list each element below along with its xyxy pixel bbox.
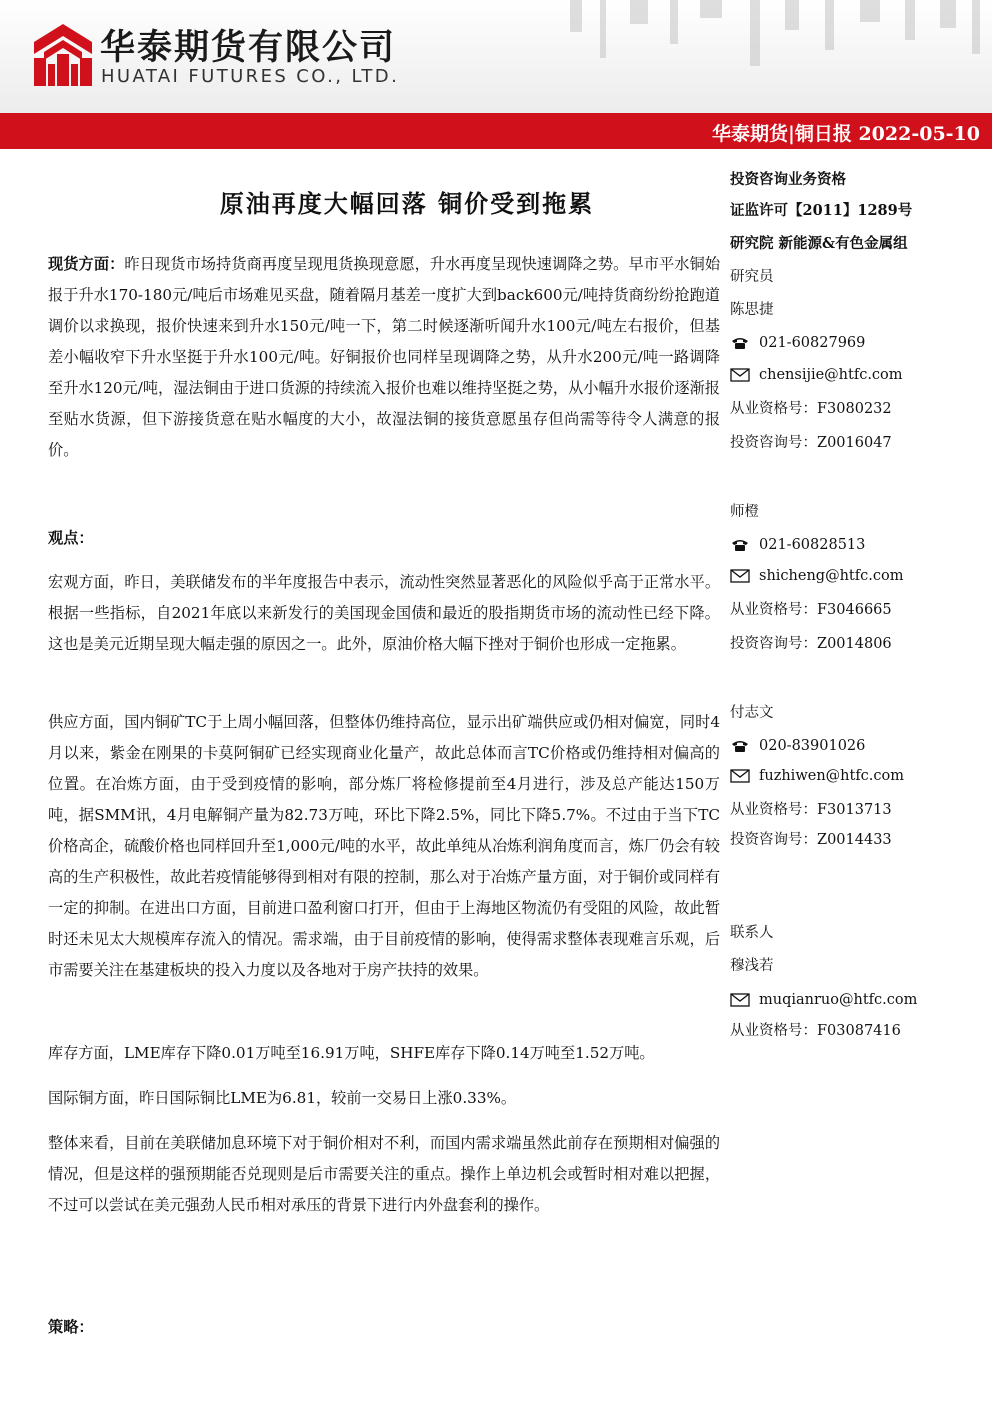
researcher-consult: 投资咨询号：Z0016047	[730, 435, 892, 451]
inventory-paragraph: 库存方面，LME库存下降0.01万吨至16.91万吨，SHFE库存下降0.14万吨至1.52万吨。	[48, 1044, 655, 1062]
spot-paragraph	[48, 249, 720, 466]
researcher-cert: 从业资格号：F3013713	[730, 802, 892, 818]
report-header	[0, 0, 992, 113]
qualification-title: 投资咨询业务资格	[730, 171, 846, 188]
email-icon	[730, 993, 750, 1007]
researcher-label: 研究员	[730, 269, 774, 285]
researcher-email[interactable]: chensijie@htfc.com	[730, 358, 903, 392]
view-label: 观点：	[48, 529, 94, 547]
email-icon	[730, 569, 750, 583]
supply-paragraph: 供应方面，国内铜矿TC于上周小幅回落，但整体仍维持高位，显示出矿端供应或仍相对偏宽，同时4月以来，紫金在刚果的卡莫阿铜矿已经实现商业化量产，故此总体而言TC价格或仍维持相对偏高的位置。在冶炼方面，由于受到疫情的影响，部分炼厂将检修提前至4月进行，涉及总产能达150万吨，据SMM讯，4月电解铜产量为82.73万吨，环比下降2.5%，同比下降5.7%。不过由于当下TC价格高企，硫酸价格也同样回升至1,000元/吨的水平，故此单纯从冶炼利润角度而言，炼厂仍会有较高的生产积极性，故此若疫情能够得到相对有限的控制，那么对于冶炼产量方面，对于铜价或同样有一定的抑制。在进出口方面，目前进口盈利窗口打开，但由于上海地区物流仍有受阻的风险，故此暂时还未见太大规模库存流入的情况。需求端，由于目前疫情的影响，使得需求整体表现难言乐观，后市需要关注在基建板块的投入力度以及各地对于房产扶持的效果。	[48, 713, 720, 979]
contact-cert: 从业资格号：F03087416	[730, 1023, 901, 1039]
email-icon	[730, 368, 750, 382]
skyline-decoration-icon	[560, 0, 992, 110]
company-name-en: HUATAI FUTURES CO., LTD.	[101, 66, 400, 87]
researcher-name: 陈思捷	[730, 302, 774, 318]
researcher-consult: 投资咨询号：Z0014433	[730, 832, 892, 848]
company-name-cn: 华泰期货有限公司	[100, 28, 397, 68]
researcher-phone: 021-60828513	[730, 528, 865, 562]
contact-email[interactable]: muqianruo@htfc.com	[730, 983, 917, 1017]
email-icon	[730, 769, 750, 783]
researcher-cert: 从业资格号：F3080232	[730, 401, 892, 417]
license-number: 证监许可【2011】1289号	[730, 202, 913, 219]
intl-copper-paragraph: 国际铜方面，昨日国际铜比LME为6.81，较前一交易日上涨0.33%。	[48, 1089, 517, 1107]
contact-label: 联系人	[730, 925, 774, 941]
report-title-bar	[0, 113, 992, 149]
spot-text: 昨日现货市场持货商再度呈现甩货换现意愿，升水再度呈现快速调降之势。早市平水铜始报于升水170-180元/吨后市场难见买盘，随着隔月基差一度扩大到back600元/吨持货商纷纷抢跑道调价以求换现，报价快速来到升水150元/吨一下，第二时候逐渐听闻升水100元/吨左右报价，但基差小幅收窄下升水坚挺于升水100元/吨。好铜报价也同样呈现调降之势，从升水200元/吨一路调降至升水120元/吨，湿法铜由于进口货源的持续流入报价也难以维持坚挺之势，从小幅升水报价逐渐报至贴水货源，但下游接货意在贴水幅度的大小，故湿法铜的接货意愿虽存但尚需等待令人满意的报价。	[48, 255, 721, 459]
contact-name: 穆浅若	[730, 958, 774, 974]
article-title: 原油再度大幅回落 铜价受到拖累	[219, 189, 595, 218]
researcher-name: 付志文	[730, 705, 774, 721]
researcher-phone: 020-83901026	[730, 729, 865, 763]
macro-paragraph: 宏观方面，昨日，美联储发布的半年度报告中表示，流动性突然显著恶化的风险似乎高于正常水平。根据一些指标，自2021年底以来新发行的美国现金国债和最近的股指期货市场的流动性已经下降。这也是美元近期呈现大幅走强的原因之一。此外，原油价格大幅下挫对于铜价也形成一定拖累。	[48, 573, 720, 653]
researcher-email[interactable]: fuzhiwen@htfc.com	[730, 759, 904, 793]
department: 研究院 新能源&有色金属组	[730, 235, 908, 252]
phone-icon	[730, 538, 750, 552]
phone-icon	[730, 336, 750, 350]
researcher-consult: 投资咨询号：Z0014806	[730, 636, 892, 652]
researcher-cert: 从业资格号：F3046665	[730, 602, 892, 618]
strategy-label: 策略：	[48, 1318, 94, 1336]
researcher-email[interactable]: shicheng@htfc.com	[730, 559, 903, 593]
overall-paragraph: 整体来看，目前在美联储加息环境下对于铜价相对不利，而国内需求端虽然此前存在预期相对偏强的情况，但是这样的强预期能否兑现则是后市需要关注的重点。操作上单边机会或暂时相对难以把握，不过可以尝试在美元强劲人民币相对承压的背景下进行内外盘套利的操作。	[48, 1134, 720, 1214]
report-line: 华泰期货|铜日报 2022-05-10	[711, 123, 980, 145]
huatai-logo-icon	[34, 24, 92, 86]
researcher-name: 师橙	[730, 504, 759, 520]
phone-icon	[730, 739, 750, 753]
researcher-phone: 021-60827969	[730, 326, 865, 360]
spot-label: 现货方面：	[48, 255, 125, 273]
